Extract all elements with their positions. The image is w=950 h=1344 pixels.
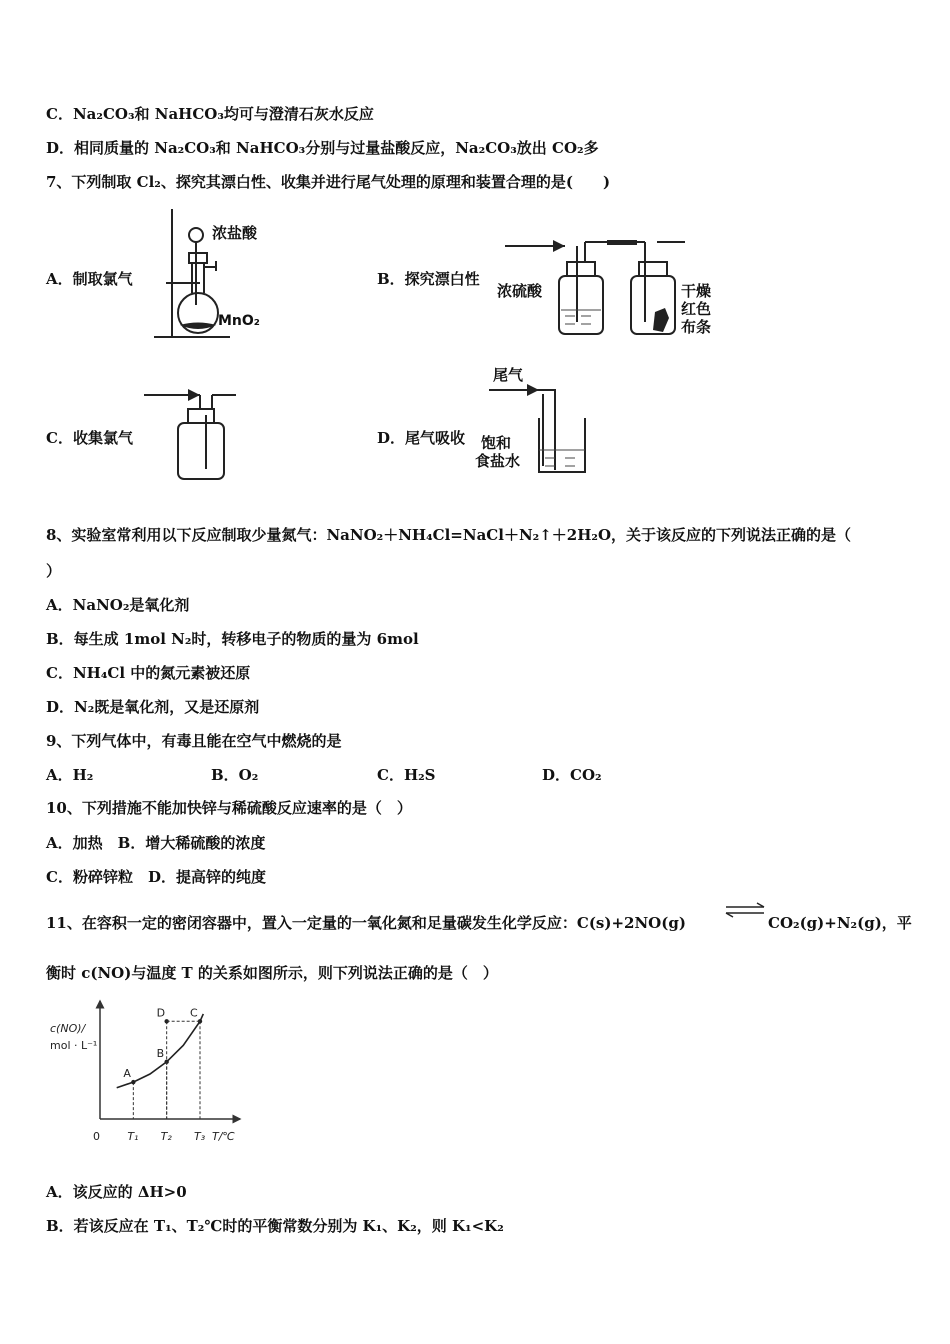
q7-fig-b-acid-label: 浓硫酸 <box>497 282 543 300</box>
q7-fig-d-water-label-2: 食盐水 <box>475 452 521 470</box>
q6-option-c: C．Na₂CO₃和 NaHCO₃均可与澄清石灰水反应 <box>46 105 374 123</box>
q8-option-a: A．NaNO₂是氧化剂 <box>46 596 190 614</box>
q10-stem: 10、下列措施不能加快锌与稀硫酸反应速率的是（ ） <box>46 799 412 817</box>
q7-fig-b-cloth-label-2: 红色 <box>681 300 712 318</box>
point-label-A: A <box>123 1067 131 1081</box>
q9-stem: 9、下列气体中，有毒且能在空气中燃烧的是 <box>46 732 342 750</box>
q7-option-c: C．收集氯气 <box>46 429 133 447</box>
q7-option-b: B．探究漂白性 <box>377 270 480 288</box>
origin-label: 0 <box>93 1130 100 1143</box>
q10-options-ab: A．加热 B．增大稀硫酸的浓度 <box>46 834 266 852</box>
q8-option-d: D．N₂既是氧化剂，又是还原剂 <box>46 698 260 716</box>
q7-fig-b-cloth-label-3: 布条 <box>681 318 712 336</box>
q9-option-d: D．CO₂ <box>542 766 602 784</box>
q7-fig-a-acid-label: 浓盐酸 <box>212 224 258 242</box>
point-label-D: D <box>156 1006 166 1020</box>
q11-stem-line-1a: 11、在容积一定的密闭容器中，置入一定量的一氧化氮和足量碳发生化学反应：C(s)+2NO(g) <box>46 914 686 932</box>
q7-fig-b-cloth-label-1: 干燥 <box>681 282 712 300</box>
point-A <box>131 1080 135 1084</box>
q7-figure-d <box>475 360 605 480</box>
q8-stem-line-1: 8、实验室常利用以下反应制取少量氮气：NaNO₂＋NH₄Cl=NaCl＋N₂↑＋2H₂O，关于该反应的下列说法正确的是（ <box>46 526 852 544</box>
q11-stem-line-1b: CO₂(g)+N₂(g)，平 <box>768 914 912 932</box>
q7-stem: 7、下列制取 Cl₂、探究其漂白性、收集并进行尾气处理的原理和装置合理的是( ) <box>46 173 611 191</box>
x-tick-label-3: T₃ <box>194 1130 206 1143</box>
q9-option-a: A．H₂ <box>46 766 94 784</box>
q11-option-a: A．该反应的 ΔH>0 <box>46 1183 187 1201</box>
q7-fig-a-solid-label: MnO₂ <box>218 313 260 329</box>
q7-figure-a <box>140 205 290 345</box>
q6-option-d: D．相同质量的 Na₂CO₃和 NaHCO₃分别与过量盐酸反应，Na₂CO₃放出 CO₂多 <box>46 139 599 157</box>
q7-fig-d-water-label-1: 饱和 <box>481 434 512 452</box>
x-tick-label-2: T₂ <box>160 1130 172 1143</box>
q8-option-c: C．NH₄Cl 中的氮元素被还原 <box>46 664 251 682</box>
q8-stem-line-2: ） <box>46 562 62 580</box>
q9-option-c: C．H₂S <box>377 766 436 784</box>
q8-option-b: B．每生成 1mol N₂时，转移电子的物质的量为 6mol <box>46 630 419 648</box>
q10-options-cd: C．粉碎锌粒 D．提高锌的纯度 <box>46 868 266 886</box>
q7-option-d: D．尾气吸收 <box>377 429 466 447</box>
q11-stem-line-2: 衡时 c(NO)与温度 T 的关系如图所示，则下列说法正确的是（ ） <box>46 964 498 982</box>
q9-option-b: B．O₂ <box>211 766 259 784</box>
q7-figure-c <box>140 385 250 485</box>
equilibrium-arrow-icon <box>724 902 766 918</box>
q7-figure-b <box>495 238 730 343</box>
q11-chart <box>40 995 245 1150</box>
x-tick-label-1: T₁ <box>127 1130 139 1143</box>
q11-option-b: B．若该反应在 T₁、T₂℃时的平衡常数分别为 K₁、K₂，则 K₁<K₂ <box>46 1217 504 1235</box>
y-axis-label-2: mol · L⁻¹ <box>50 1039 98 1052</box>
point-label-B: B <box>156 1046 165 1060</box>
y-axis-label-1: c(NO)/ <box>50 1022 86 1035</box>
x-axis-label: T/℃ <box>212 1130 235 1143</box>
q7-option-a: A．制取氯气 <box>46 270 133 288</box>
point-label-C: C <box>190 1006 198 1020</box>
q7-fig-d-gas-label: 尾气 <box>493 366 524 384</box>
